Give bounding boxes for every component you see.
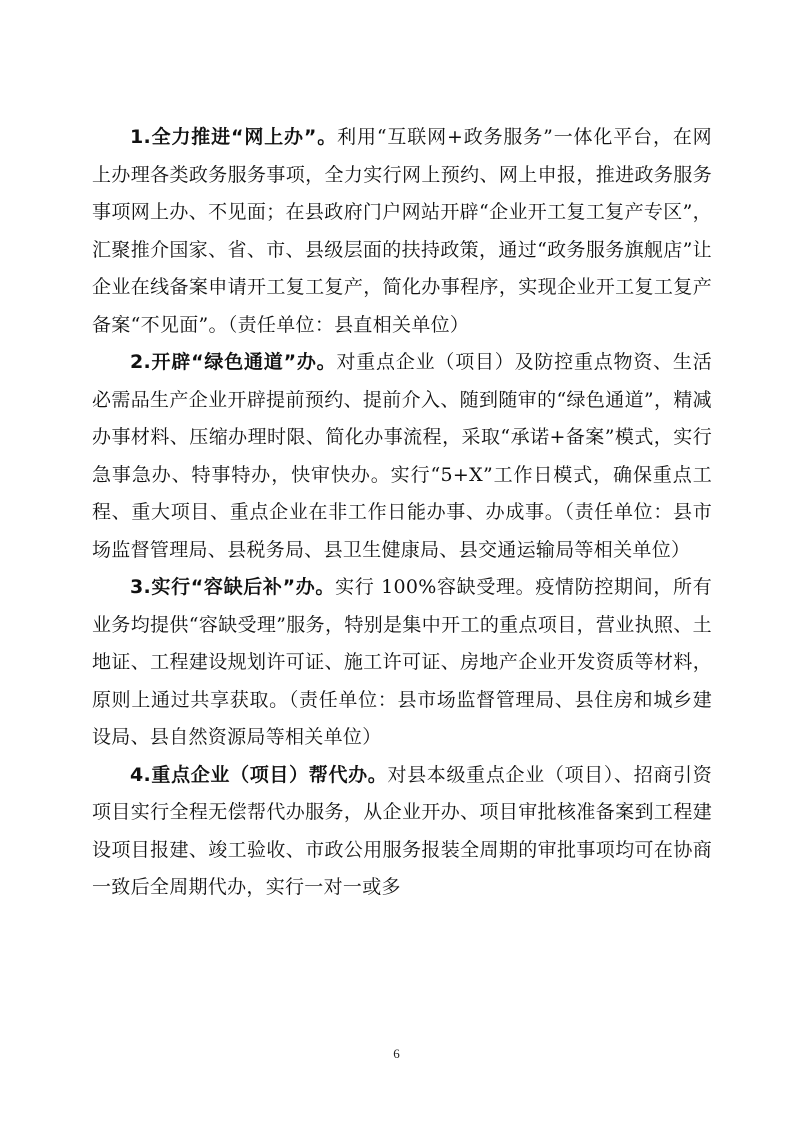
paragraph-heading: 4.重点企业（项目）帮代办。 [130,763,388,786]
paragraph-heading: 3.实行“容缺后补”办。 [130,576,336,598]
paragraph-green-channel [92,344,712,569]
paragraph-agency-service [92,757,712,907]
paragraph-text: 利用“互联网+政务服务”一体化平台，在网上办理各类政务服务事项，全力实行网上预约、网上申报，推进政务服务事项网上办、不见面；在县政府门户网站开辟“企业开工复工复产专区”，汇聚推介国家、省、市、县级层面的扶持政策，通过“政务服务旗舰店”让企业在线备案申请开工复工复产，简化办事程序，实现企业开工复工复产备案“不见面”。（责任单位：县直相关单位） [92,126,712,336]
paragraph-heading: 2.开辟“绿色通道”办。 [130,351,337,373]
paragraph-text: 对重点企业（项目）及防控重点物资、生活必需品生产企业开辟提前预约、提前介入、随到随审的“绿色通道”，精减办事材料、压缩办理时限、简化办事流程，采取“承诺+备案”模式，实行急事急办、特事特办，快审快办。实行“5+X”工作日模式，确保重点工程、重大项目、重点企业在非工作日能办事、办成事。（责任单位：县市场监督管理局、县税务局、县卫生健康局、县交通运输局等相关单位） [92,351,713,561]
page-number: 6 [393,1046,400,1061]
paragraph-text: 实行 100%容缺受理。疫情防控期间，所有业务均提供“容缺受理”服务，特别是集中开工的重点项目，营业执照、土地证、工程建设规划许可证、施工许可证、房地产企业开发资质等材料，原则上通过共享获取。（责任单位：县市场监督管理局、县住房和城乡建设局、县自然资源局等相关单位） [92,576,712,748]
document-body [92,119,712,907]
paragraph-online-service [92,119,712,344]
paragraph-text: 对县本级重点企业（项目）、招商引资项目实行全程无偿帮代办服务，从企业开办、项目审批核准备案到工程建设项目报建、竣工验收、市政公用服务报装全周期的审批事项均可在协商一致后全周期代办，实行一对一或多 [92,763,713,898]
paragraph-tolerance-acceptance [92,569,712,757]
paragraph-heading: 1.全力推进“网上办”。 [130,126,338,148]
